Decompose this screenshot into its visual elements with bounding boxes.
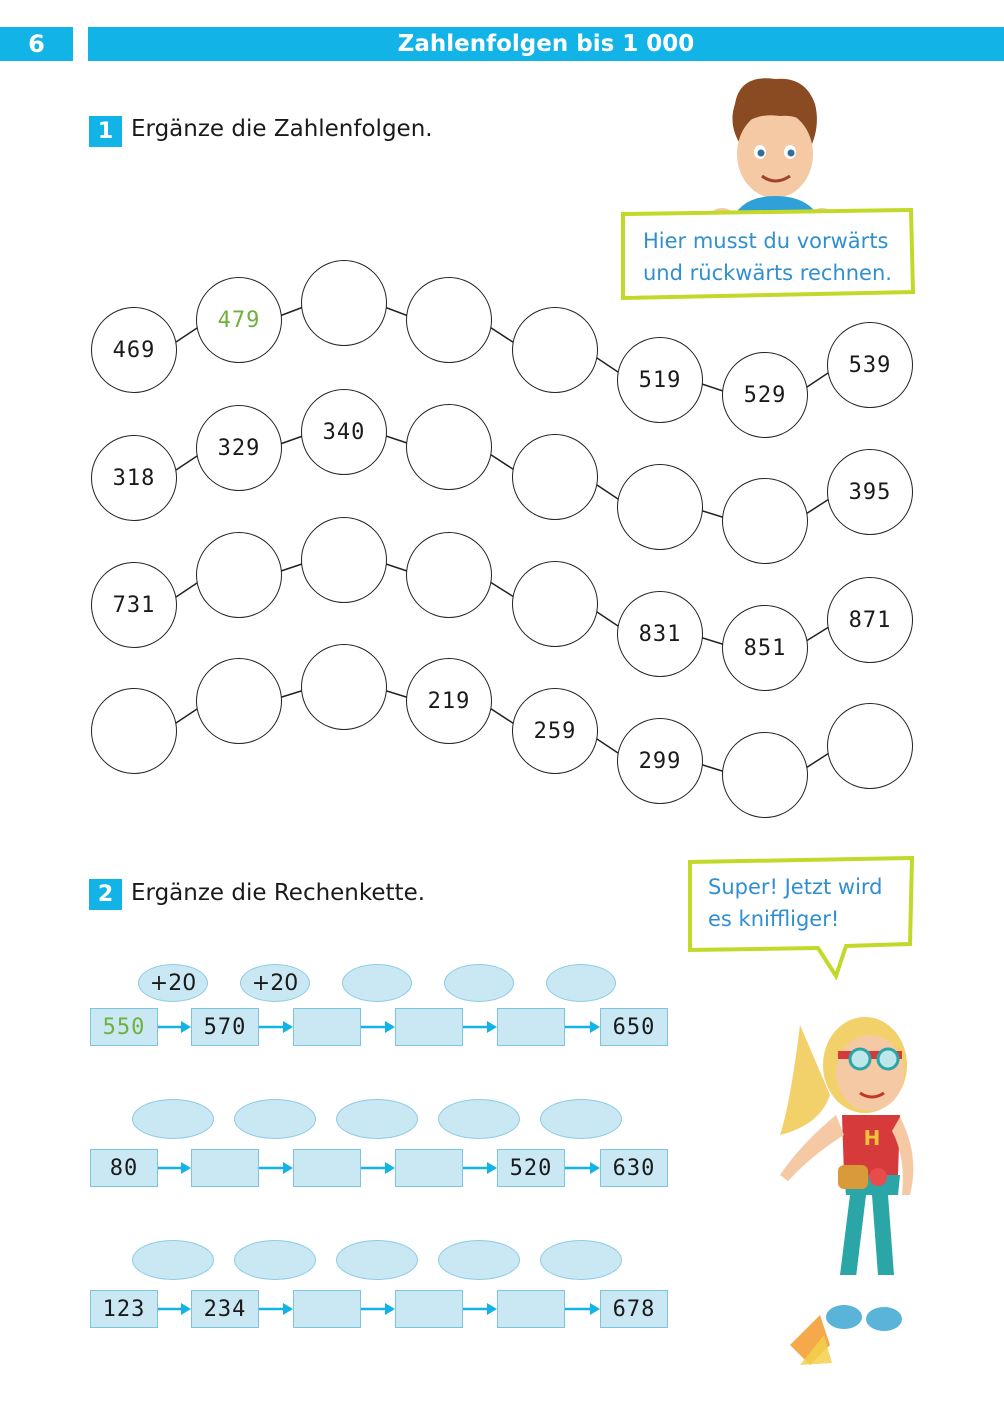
- chain-answer-box[interactable]: [293, 1008, 361, 1046]
- svg-text:H: H: [863, 1126, 881, 1150]
- number-circle: 259: [512, 688, 598, 774]
- number-circle: 479: [196, 277, 282, 363]
- chain-value-box: 234: [191, 1290, 259, 1328]
- operation-answer-oval[interactable]: [336, 1240, 418, 1280]
- chain-arrow-head: [181, 1303, 191, 1315]
- chain-value-box: 80: [90, 1149, 158, 1187]
- chain-arrow-head: [590, 1303, 600, 1315]
- hint-bubble-2-line1: Super! Jetzt wird: [708, 875, 883, 899]
- chain-arrow-head: [487, 1162, 497, 1174]
- number-circle: 469: [91, 307, 177, 393]
- task-1-number: 1: [89, 116, 122, 147]
- number-circle: 340: [301, 389, 387, 475]
- operation-answer-oval[interactable]: [438, 1240, 520, 1280]
- chain-arrow-head: [385, 1021, 395, 1033]
- chain-answer-box[interactable]: [293, 1149, 361, 1187]
- operation-oval: +20: [138, 964, 208, 1002]
- chain-answer-box[interactable]: [395, 1008, 463, 1046]
- chain-answer-box[interactable]: [191, 1149, 259, 1187]
- task-2-instruction: Ergänze die Rechenkette.: [131, 880, 426, 906]
- number-circle: 871: [827, 577, 913, 663]
- page-number: 6: [0, 27, 73, 61]
- operation-answer-oval[interactable]: [444, 964, 514, 1002]
- chain-arrow-head: [181, 1021, 191, 1033]
- chain-arrow-head: [487, 1303, 497, 1315]
- chain-arrow-head: [590, 1021, 600, 1033]
- chain-arrow-head: [283, 1021, 293, 1033]
- operation-answer-oval[interactable]: [234, 1240, 316, 1280]
- chain-value-box: 650: [600, 1008, 668, 1046]
- number-circle: 519: [617, 337, 703, 423]
- number-circle: 529: [722, 352, 808, 438]
- chain-value-box: 630: [600, 1149, 668, 1187]
- chain-answer-box[interactable]: [293, 1290, 361, 1328]
- operation-answer-oval[interactable]: [234, 1099, 316, 1139]
- operation-answer-oval[interactable]: [540, 1240, 622, 1280]
- chain-arrow-head: [283, 1162, 293, 1174]
- operation-answer-oval[interactable]: [342, 964, 412, 1002]
- chain-arrow-head: [181, 1162, 191, 1174]
- number-circle: 731: [91, 562, 177, 648]
- operation-answer-oval[interactable]: [132, 1099, 214, 1139]
- operation-oval: +20: [240, 964, 310, 1002]
- chain-value-box: 678: [600, 1290, 668, 1328]
- task-1-instruction: Ergänze die Zahlenfolgen.: [131, 116, 433, 142]
- hint-bubble-2-line2: es kniffliger!: [708, 907, 840, 931]
- chain-value-box: 520: [497, 1149, 565, 1187]
- number-circle: 329: [196, 405, 282, 491]
- number-circle: 539: [827, 322, 913, 408]
- operation-answer-oval[interactable]: [546, 964, 616, 1002]
- hint-bubble-1-line1: Hier musst du vorwärts: [643, 229, 889, 253]
- number-circle: 831: [617, 591, 703, 677]
- chain-value-box: 123: [90, 1290, 158, 1328]
- chain-arrow-head: [487, 1021, 497, 1033]
- chain-arrow-head: [385, 1162, 395, 1174]
- operation-answer-oval[interactable]: [132, 1240, 214, 1280]
- page-title: Zahlenfolgen bis 1 000: [88, 27, 1004, 61]
- number-circle: 395: [827, 449, 913, 535]
- chain-value-box: 550: [90, 1008, 158, 1046]
- chain-answer-box[interactable]: [497, 1008, 565, 1046]
- hint-bubble-1-line2: und rückwärts rechnen.: [643, 261, 892, 285]
- number-circle: 851: [722, 605, 808, 691]
- number-circle: 299: [617, 718, 703, 804]
- chain-arrow-head: [385, 1303, 395, 1315]
- task-2-number: 2: [89, 879, 122, 910]
- chain-answer-box[interactable]: [497, 1290, 565, 1328]
- operation-answer-oval[interactable]: [540, 1099, 622, 1139]
- chain-value-box: 570: [191, 1008, 259, 1046]
- chain-answer-box[interactable]: [395, 1149, 463, 1187]
- chain-answer-box[interactable]: [395, 1290, 463, 1328]
- operation-answer-oval[interactable]: [438, 1099, 520, 1139]
- number-circle: 219: [406, 658, 492, 744]
- chain-arrow-head: [590, 1162, 600, 1174]
- number-circle: 318: [91, 435, 177, 521]
- operation-answer-oval[interactable]: [336, 1099, 418, 1139]
- chain-arrow-head: [283, 1303, 293, 1315]
